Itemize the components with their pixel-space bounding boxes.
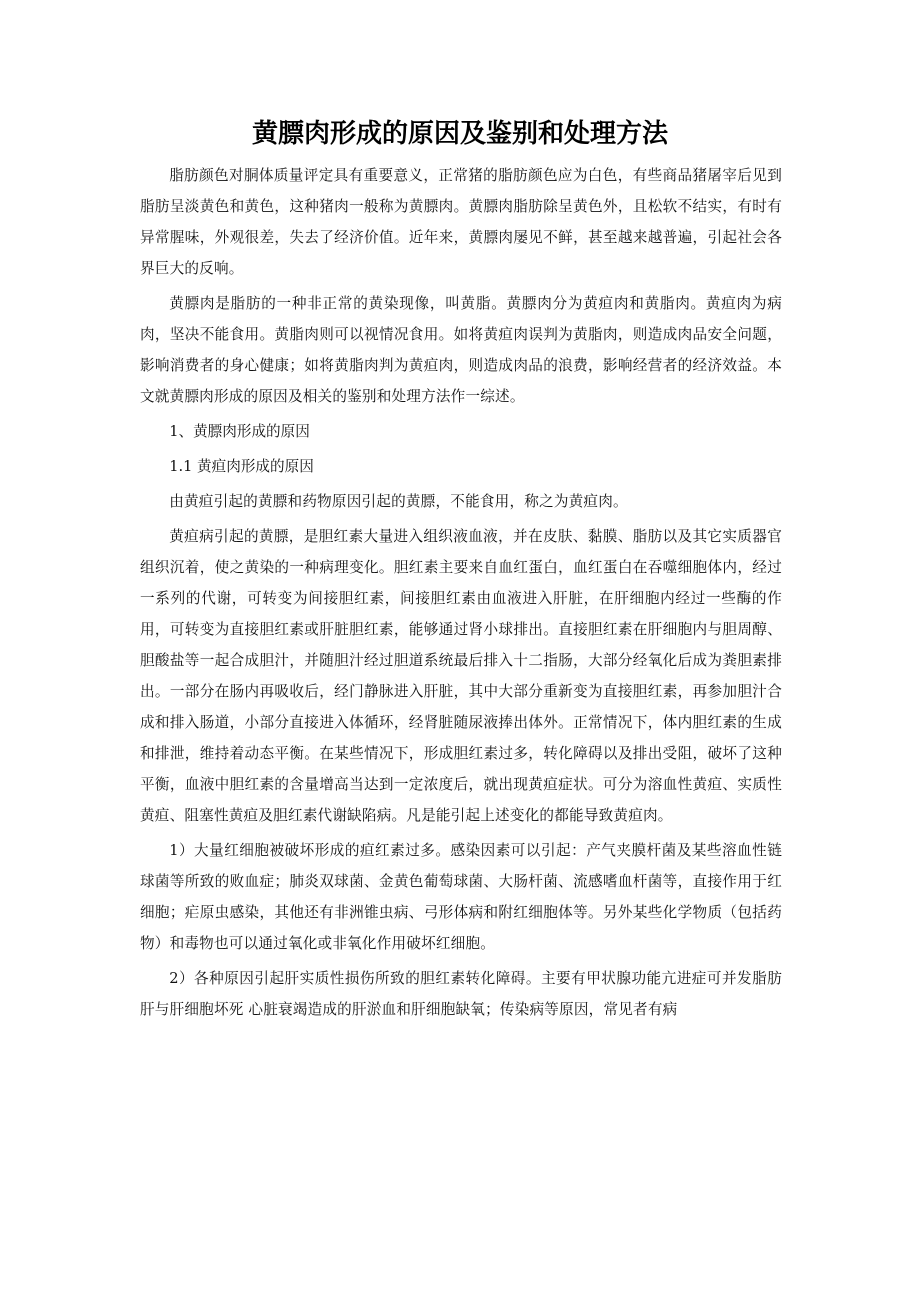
- section-heading-1-1: 1.1 黄疸肉形成的原因: [169, 458, 314, 475]
- document-title: 黄膘肉形成的原因及鉴别和处理方法: [251, 119, 668, 149]
- section-heading-1: 1、黄膘肉形成的原因: [169, 423, 310, 440]
- paragraph-bilirubin: 黄疸病引起的黄膘，是胆红素大量进入组织液血液，并在皮肤、黏膜、脂肪以及其它实质器官组织沉着，使之黄染的一种病理变化。胆红素主要来自血红蛋白，血红蛋白在吞噬细胞体内，经过一系列的代谢，可转变为间接胆红素，间接胆红素由血液进入肝脏，在肝细胞内经过一些酶的作用，可转变为直接胆红素或肝脏胆红素，能够通过肾小球排出。直接胆红素在肝细胞内与胆周醇、胆酸盐等一起合成胆汁，并随胆汁经过胆道系统最后排入十二指肠，大部分经氧化后成为粪胆素排出。一部分在肠内再吸收后，经门静脉进入肝脏，其中大部分重新变为直接胆红素，再参加胆汁合成和排入肠道，小部分直接进入体循环，经肾脏随尿液捧出体外。正常情况下，体内胆红素的生成和排泄，维持着动态平衡。在某些情况下，形成胆红素过多，转化障碍以及排出受阻，破坏了这种平衡，血液中胆红素的含量增高当达到一定浓度后，就出现黄疸症状。可分为溶血性黄疸、实质性黄疸、阻塞性黄疸及胆红素代谢缺陷病。凡是能引起上述变化的都能导致黄疸肉。: [140, 528, 782, 824]
- paragraph-cause-1: 1）大量红细胞被破坏形成的疸红素过多。感染因素可以引起：产气夹膜杆菌及某些溶血性链球菌等所致的败血症；肺炎双球菌、金黄色葡萄球菌、大肠杆菌、流感嗜血杆菌等，直接作用于红细胞；疟原虫感染，其他还有非洲锥虫病、弓形体病和附红细胞体等。另外某些化学物质（包括药物）和毒物也可以通过氧化或非氧化作用破坏红细胞。: [140, 842, 782, 952]
- paragraph-definition: 黄膘肉是脂肪的一种非正常的黄染现像，叫黄脂。黄膘肉分为黄疸肉和黄脂肉。黄疸肉为病肉，坚决不能食用。黄脂肉则可以视情况食用。如将黄疸肉误判为黄脂肉，则造成肉品安全问题，影响消费者的身心健康；如将黄脂肉判为黄疸肉，则造成肉品的浪费，影响经营者的经济效益。本文就黄膘肉形成的原因及相关的鉴别和处理方法作一综述。: [140, 295, 782, 405]
- paragraph-jaundice-meat: 由黄疸引起的黄膘和药物原因引起的黄膘，不能食用，称之为黄疸肉。: [169, 493, 628, 510]
- paragraph-cause-2: 2）各种原因引起肝实质性损伤所致的胆红素转化障碍。主要有甲状腺功能亢进症可并发脂肪肝与肝细胞坏死 心脏衰竭造成的肝淤血和肝细胞缺氧；传染病等原因，常见者有病: [140, 970, 782, 1018]
- paragraph-intro: 脂肪颜色对胴体质量评定具有重要意义，正常猪的脂肪颜色应为白色，有些商品猪屠宰后见到脂肪呈淡黄色和黄色，这种猪肉一般称为黄膘肉。黄膘肉脂肪除呈黄色外，且松软不结实，有时有异常腥味，外观很差，失去了经济价值。近年来，黄膘肉屡见不鲜，甚至越来越普遍，引起社会各界巨大的反响。: [140, 167, 782, 277]
- document-body: [140, 160, 782, 1025]
